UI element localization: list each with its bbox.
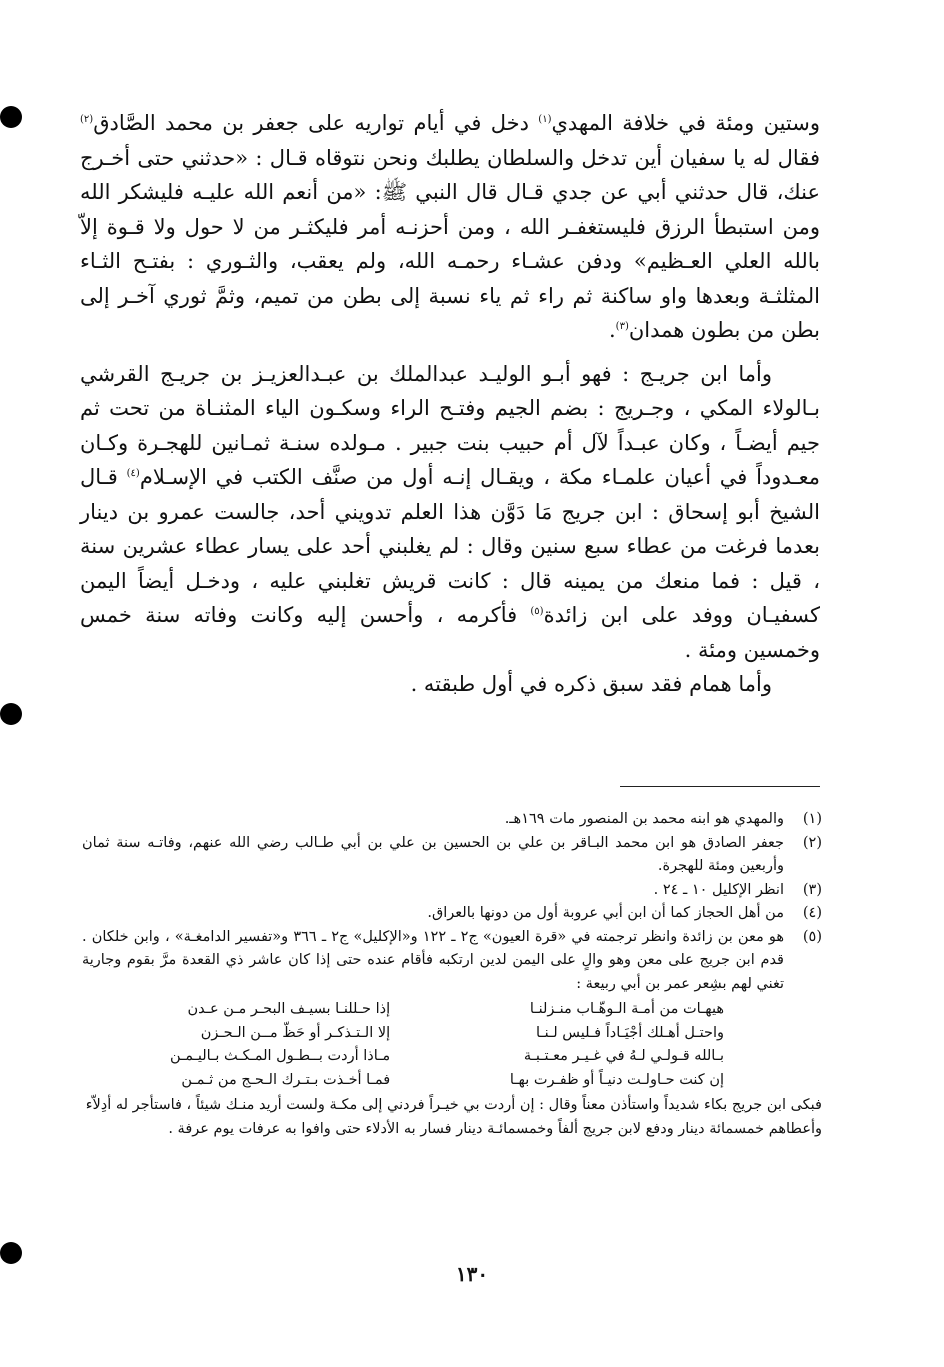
footnote-ref-2[interactable]: (٢) <box>80 114 94 125</box>
footnote-text: هو معن بن زائدة وانظر ترجمته في «قرة العيون» ج٢ ـ ١٢٢ و«الإكليل» ج٢ ـ ٣٦٦ و«تفسير الدامغـة» ، وابن خلكان . قدم ابن جريج على معن وهو والٍ على اليمن لدين ارتكبه فأقام عنده حتى إذا كان عاشر ذي القعدة مرَّ بقوم وجارية تغني لهم بشِعر عمر بن أبي ربيعة : <box>82 928 785 992</box>
footnote-ref-5[interactable]: (٥) <box>530 606 544 617</box>
footnote-text: من أهل الحجاز كما أن ابن أبي عروبة أول من دونها بالعراق. <box>427 905 784 921</box>
poem-verse <box>82 1022 724 1046</box>
verse-first-hemistich: هيهـات من أمـة الـوهّـاب منـزلنـا <box>529 1001 724 1017</box>
binder-hole-bottom <box>0 1242 22 1264</box>
footnote-divider <box>620 786 820 787</box>
page-number: ١٣٠ <box>455 1262 489 1286</box>
text-run: فأكرمه ، وأحسن إليه وكانت وفاته سنة خمس وخمسين ومئة . <box>80 603 820 662</box>
verse-second-hemistich: فمـا أخـذت بـتـرك الـحـج من ثـمـن <box>181 1071 391 1088</box>
poem <box>82 998 784 1092</box>
verse-first-hemistich: بـالله قـولـي لـهُ في غـيـر معـتـبـة <box>523 1048 724 1064</box>
verse-second-hemistich: مـاذا أردت بــطـول المـكـث بـاليـمـن <box>169 1048 391 1064</box>
poem-verse <box>82 1069 724 1093</box>
paragraph-3: وأما همام فقد سبق ذكره في أول طبقته . <box>410 672 772 696</box>
footnote-4 <box>82 902 822 926</box>
footnote-text: انظر الإكليل ١٠ ـ ٢٤ . <box>653 881 784 898</box>
verse-first-hemistich: واحتـل أهـلك أجْيَـاداً فـليس لـنـا <box>535 1024 724 1041</box>
binder-hole-middle <box>0 703 22 725</box>
footnote-1 <box>82 808 822 832</box>
footnote-number: (١) <box>802 811 822 827</box>
footnote-5 <box>82 926 822 1095</box>
footnote-body <box>82 926 784 1095</box>
footnote-text: والمهدي هو ابنه محمد بن المنصور مات ١٦٩هـ. <box>504 811 784 827</box>
poem-verse <box>82 998 724 1022</box>
text-run: دخل في أيام تواريه على جعفر بن محمد الصَّادق <box>93 111 539 135</box>
footnote-5-continuation: فبكى ابن جريج بكاء شديداً واستأذن معناً وقال : إن أردت بي خيـراً فردني إلى مكـة ولست أريد منـك شيئاً ، فاستأجر له أدِلاّء وأعطاهم خمسمائة دينار ودفع لابن جريج ألفاً وخمسمائـة دينار فسار به الأدلاء حتى وافوا به عرفات يوم عرفة . <box>85 1097 822 1137</box>
paragraph-1 <box>80 106 820 348</box>
poem-verse <box>82 1045 724 1069</box>
verse-second-hemistich: إلا الـتـذكـر أو حَظّ مــن الـحـزن <box>200 1024 391 1041</box>
footnote-number: (٥) <box>802 928 822 945</box>
text-run: قـال الشيخ أبو إسحاق : ابن جريج مَا دَوَّن هذا العلم تدويني أحد، جالست عمرو بن دينار بعدما فرغت من عطاء سبع سنين وقال : لم يغلبني أحد على يسار عطاء عشرين سنة ، قيل : فما منعك من يمينه قال : كانت قريش تغلبني عليه ، ودخـل أيضاً اليمن كسفيـان ووفد على ابن زائدة <box>80 465 820 627</box>
footnote-number: (٤) <box>802 905 822 921</box>
text-run: وأما ابن جريـج : فهو أبـو الوليـد عبدالملك بن عبـدالعزيـز بن جريـج القرشي بـالولاء المكي ، وجـريج : بضم الجيم وفتـح الراء وسكـون الياء المثنـاة من تحت ثم جيم أيضـاً ، وكان عبـداً لآل أم حبيب بنت جبير . مـولده سنـة ثمـانين للهجـرة وكـان معـدوداً في أعيان علمـاء مكة ، ويقـال إنـه أول من صنَّف الكتب في الإسـلام <box>80 361 820 489</box>
text-run: وستين ومئة في خلافة المهدي <box>551 111 820 135</box>
footnote-3 <box>82 879 822 903</box>
footnotes <box>82 808 822 1141</box>
verse-second-hemistich: إذا حـللنـا بسيـف البحـر مـن عـدن <box>187 1001 391 1017</box>
footnote-number: (٢) <box>802 834 822 851</box>
paragraph-2 <box>80 357 820 668</box>
text-run: . <box>608 318 616 342</box>
main-text <box>80 106 820 702</box>
footnote-number: (٣) <box>802 881 822 898</box>
binder-hole-top <box>0 106 22 128</box>
footnote-2 <box>82 832 822 879</box>
footnote-ref-4[interactable]: (٤) <box>126 468 140 479</box>
footnote-ref-1[interactable]: (١) <box>538 114 552 125</box>
text-run: فقال له يا سفيان أين تدخل والسلطان يطلبك ونحن نتوقاه قـال : «حدثني حتى أخـرج عنك، قال حدثني أبي عن جدي قـال قال النبي ﷺ: «من أنعم الله عليـه فليشكر الله ومن استبطأ الرزق فليستغفـر الله ، ومن أحزنـه أمر فليكثـر من لا حول ولا قـوة إلاّ بالله العلي العـظيم» ودفن عشـاء رحمـه الله، ولم يعقب، والثـوري : بفتـح الثـاء المثلثـة وبعدها واو ساكنة ثم راء ثم ياء نسبة إلى بطن من تميم، وثمَّ ثوري آخـر إلى بطن من بطون همدان <box>80 145 821 342</box>
footnote-ref-3[interactable]: (٣) <box>615 321 629 332</box>
verse-first-hemistich: إن كنت حـاولـت دنيـاً أو ظفـرت بهـا <box>509 1071 724 1088</box>
footnote-text: جعفر الصادق هو ابن محمد البـاقر بن علي بن الحسين بن علي بن أبي طـالب رضي الله عنهم، وفاتـه سنة ثمان وأربعين ومئة للهجرة. <box>82 834 784 874</box>
